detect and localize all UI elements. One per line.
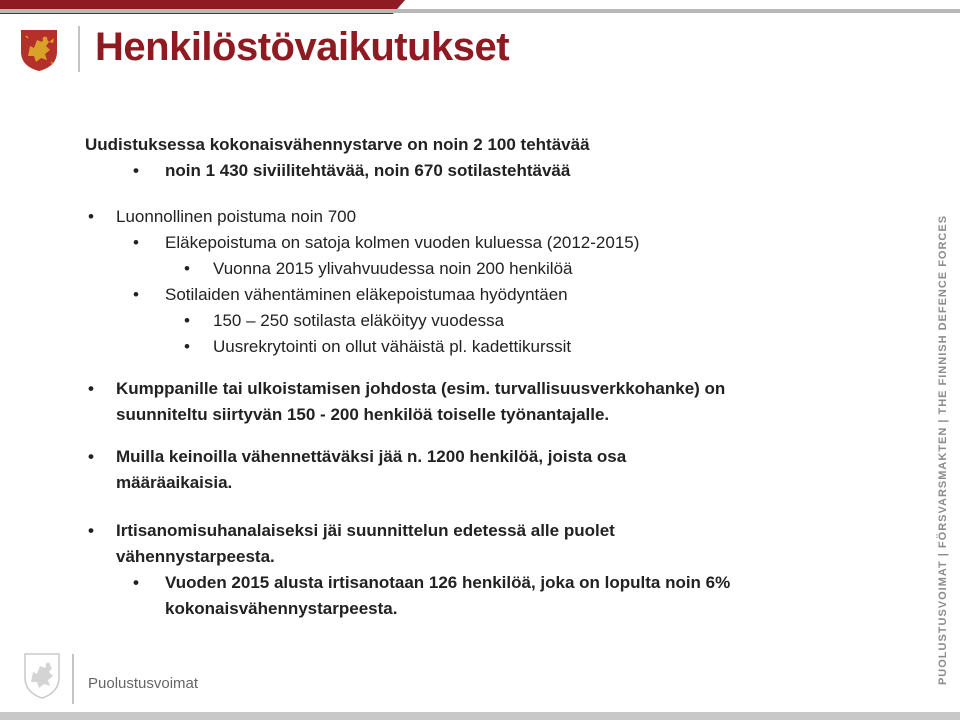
- bullet-text: Eläkepoistuma on satoja kolmen vuoden kuluessa (2012-2015): [165, 233, 640, 252]
- footer-label: Puolustusvoimat: [88, 675, 199, 692]
- bullet-text: noin 1 430 siviilitehtävää, noin 670 sotilastehtävää: [165, 161, 571, 180]
- top-stripe: [0, 0, 960, 26]
- bullet-icon: •: [88, 207, 94, 226]
- bullet-text: Vuoden 2015 alusta irtisanotaan 126 henkilöä, joka on lopulta noin 6%: [165, 573, 731, 592]
- slide-body: [85, 132, 915, 622]
- bullet-icon: •: [133, 233, 139, 252]
- side-brand-label: PUOLUSTUSVOIMAT | FÖRSVARSMAKTEN | THE FINNISH DEFENCE FORCES: [937, 214, 949, 686]
- bullet-continuation: vähennystarpeesta.: [116, 547, 275, 566]
- bullet-item: [85, 334, 915, 360]
- bullet-continuation: suunniteltu siirtyvän 150 - 200 henkilöä toiselle työnantajalle.: [116, 405, 610, 424]
- bullet-item: [85, 282, 915, 308]
- bullet-text: Luonnollinen poistuma noin 700: [116, 207, 357, 226]
- bullet-icon: •: [133, 161, 139, 180]
- bullet-icon: •: [184, 337, 190, 356]
- bullet-text: Muilla keinoilla vähennettäväksi jää n. 1200 henkilöä, joista osa: [116, 447, 627, 466]
- bullet-continuation: määräaikaisia.: [116, 473, 233, 492]
- lion-emblem-icon: [18, 28, 60, 72]
- bullet-item: [85, 444, 915, 470]
- lion-emblem-watermark-icon: [22, 652, 62, 700]
- footer-divider: [72, 654, 74, 704]
- bullet-text: Kumppanille tai ulkoistamisen johdosta (esim. turvallisuusverkkohanke) on: [116, 379, 726, 398]
- bullet-item: [85, 158, 915, 184]
- bullet-text: Uusrekrytointi on ollut vähäistä pl. kadettikurssit: [213, 337, 572, 356]
- bullet-text: Sotilaiden vähentäminen eläkepoistumaa hyödyntäen: [165, 285, 568, 304]
- bullet-icon: •: [184, 311, 190, 330]
- bullet-item: [85, 230, 915, 256]
- bullet-item: [85, 376, 915, 402]
- header-divider: [78, 26, 80, 72]
- page-title: Henkilöstövaikutukset: [95, 25, 510, 69]
- bullet-text: Vuonna 2015 ylivahvuudessa noin 200 henkilöä: [213, 259, 573, 278]
- side-brand-text: [932, 214, 954, 686]
- bullet-icon: •: [88, 521, 94, 540]
- bullet-text: Irtisanomisuhanalaiseksi jäi suunnittelun edetessä alle puolet: [116, 521, 615, 540]
- bullet-icon: •: [133, 285, 139, 304]
- bullet-continuation: kokonaisvähennystarpeesta.: [165, 599, 398, 618]
- bullet-item: [85, 570, 915, 596]
- top-grey-band: [0, 9, 960, 13]
- bullet-item: [85, 518, 915, 544]
- bullet-text: 150 – 250 sotilasta eläköityy vuodessa: [213, 311, 505, 330]
- bullet-icon: •: [184, 259, 190, 278]
- bullet-item: [85, 308, 915, 334]
- bullet-icon: •: [133, 573, 139, 592]
- bullet-item: [85, 256, 915, 282]
- bottom-stripe: [0, 712, 960, 720]
- bullet-item: [85, 204, 915, 230]
- bullet-icon: •: [88, 379, 94, 398]
- intro-line: Uudistuksessa kokonaisvähennystarve on noin 2 100 tehtävää: [85, 135, 590, 154]
- bullet-icon: •: [88, 447, 94, 466]
